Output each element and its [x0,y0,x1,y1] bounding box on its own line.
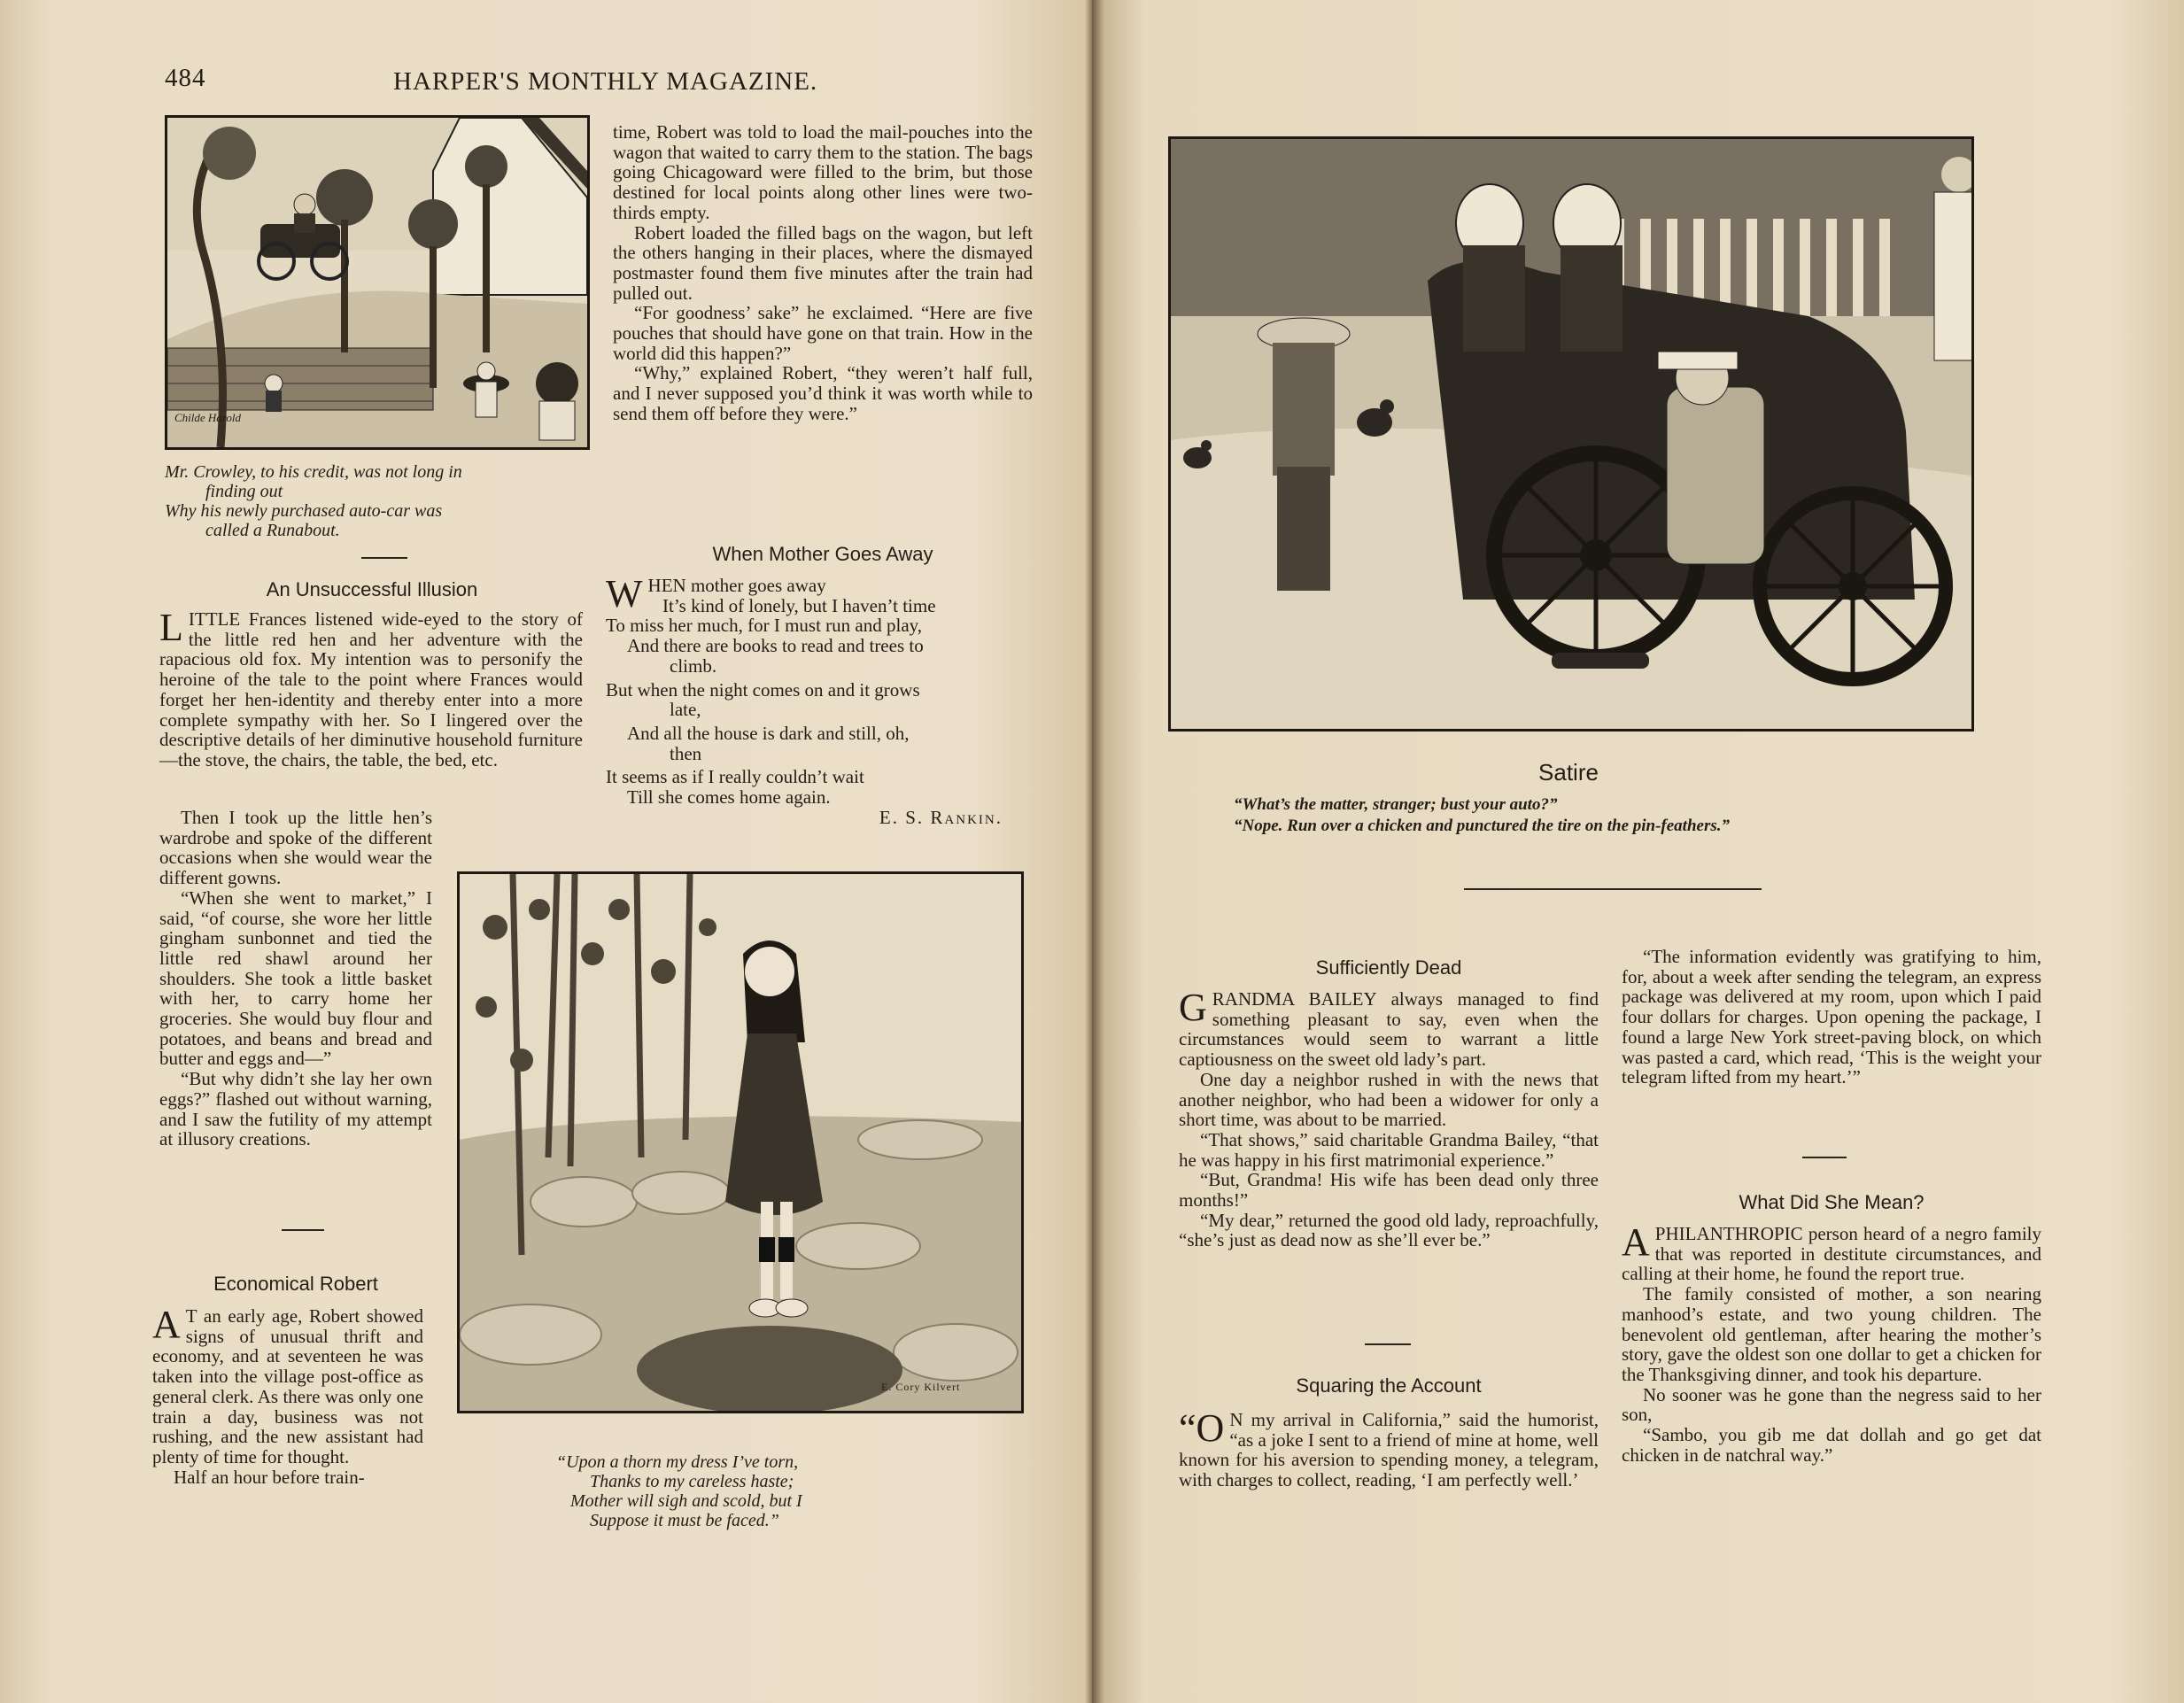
sufficiently-dead-column [1179,986,1599,1251]
section-divider [361,557,407,559]
satire-caption [1234,794,1960,837]
girl-caption [556,1452,946,1530]
paragraph: N my arrival in California,” said the humorist, “as a joke I sent to a friend of mine at home, well known for his aversion to spending money, a telegram, with charges to collect, reading, ‘I am perfectly well.’ [1179,1409,1599,1491]
paragraph: “Why,” explained Robert, “they weren’t half full, and I never supposed you’d think it was worth while to send them off before they were.” [613,362,1033,424]
paragraph: The family consisted of mother, a son nearing manhood’s estate, and two young children. The benevolent old gentleman, after hearing the mother’s story, gave the oldest son one dollar to get a chicken for the Thanksgiving dinner, and took his departure. [1622,1283,2041,1385]
paragraph: “But, Grandma! His wife has been dead only three months!” [1179,1169,1599,1211]
she-mean-column [1622,1220,2041,1466]
poem-line: HEN mother goes away [647,575,826,596]
caption-line: Mother will sigh and scold, but I [570,1491,802,1511]
section-divider [1464,888,1762,890]
caption-line: Mr. Crowley, to his credit, was not long in [165,462,462,482]
heading-sufficiently-dead: Sufficiently Dead [1315,956,1462,979]
poem-line: Till she comes home again. [627,786,831,809]
section-divider [282,1229,324,1231]
crowley-signature: Childe Harold [174,411,241,424]
dropcap: L [159,606,183,649]
dropcap: W [606,572,643,615]
paragraph: “When she went to market,” I said, “of course, she wore her little gingham sunbonnet and tied the little red shawl around her shoulders. She took a little basket with her, to carry home her groceries. She would buy flour and potatoes, and beans and bread and butter and eggs and—” [159,886,432,1070]
poem-line: then [670,742,702,764]
caption-line: called a Runabout. [205,521,340,540]
paragraph: “My dear,” returned the good old lady, reproachfully, “she’s just as dead now as she’ll ever be.” [1179,1209,1599,1251]
illusion-first-para [159,606,583,770]
crowley-illustration [165,115,590,450]
squaring-continued-column [1622,947,2041,1088]
paragraph: “But why didn’t she lay her own eggs?” flashed out without warning, and I saw the futility of my attempt at illusory creations. [159,1068,432,1150]
paragraph: No sooner was he gone than the negress said to her son, [1622,1383,2041,1426]
crowley-caption [165,462,585,540]
poem-line: It’s kind of lonely, but I haven’t time [662,594,936,616]
dropcap: A [1622,1220,1650,1264]
poem-line: climb. [670,654,717,677]
runabout-drawing [167,118,587,447]
poem-line: And there are books to read and trees to [627,635,924,657]
paragraph: time, Robert was told to load the mail-pouches into the wagon that waited to carry them to the station. The bags going Chicagoward were filled to the brim, but those destined for local points along other lines were two-thirds empty. [613,121,1033,223]
heading-illusion: An Unsuccessful Illusion [266,578,478,600]
caption-line: Thanks to my careless haste; [590,1472,794,1491]
caption-line: finding out [205,482,283,501]
robert-continued-column [613,122,1033,424]
paragraph: T an early age, Robert showed signs of unusual thrift and economy, and at seventeen he was taken into the village post-office as general clerk. As there was only one train a day, business was not rushing, and the new assistant had plenty of time for thought. [152,1305,423,1467]
dropcap: “O [1179,1406,1225,1450]
satire-illustration [1168,136,1974,732]
economical-column [152,1303,423,1488]
running-head: HARPER'S MONTHLY MAGAZINE. [393,67,818,96]
caption-line: “What’s the matter, stranger; bust your auto?” [1234,795,1558,814]
caption-line: Suppose it must be faced.” [590,1511,779,1530]
dropcap: G [1179,986,1207,1029]
dropcap: A [152,1303,181,1346]
caption-line: “Nope. Run over a chicken and punctured the tire on the pin-feathers.” [1234,817,1730,835]
poem-line: It seems as if I really couldn’t wait [606,766,864,788]
girl-drawing [460,874,1021,1411]
squaring-column [1179,1406,1599,1491]
paragraph: ITTLE Frances listened wide-eyed to the story of the little red hen and her adventure with the rapacious old fox. My intention was to personify the heroine of the tale to the point where Frances would forget her hen-identity and thereby enter into a more complete sympathy with her. So I lingered over the descriptive details of her diminutive household furniture—the stove, the chairs, the table, the bed, etc. [159,608,583,770]
caption-line: “Upon a thorn my dress I’ve torn, [556,1452,799,1472]
heading-squaring: Squaring the Account [1296,1374,1482,1397]
illusion-narrow-column [159,808,432,1150]
poem-author: E. S. Rankin. [879,806,1003,828]
paragraph: “That shows,” said charitable Grandma Bailey, “that he was happy in his first matrimonial experience.” [1179,1128,1599,1171]
paragraph: Robert loaded the filled bags on the wagon, but left the others hanging in their places, where the dismayed postmaster found them five minutes after the train had pulled out. [613,221,1033,304]
paragraph: One day a neighbor rushed in with the news that another neighbor, who had been a widower for only a short time, was about to be married. [1179,1068,1599,1131]
heading-economical: Economical Robert [213,1273,378,1295]
satire-drawing [1171,139,1971,729]
heading-she-mean: What Did She Mean? [1739,1191,1925,1213]
paragraph: Half an hour before train- [174,1466,365,1488]
section-divider [1365,1343,1411,1345]
poem-line: To miss her much, for I must run and play, [606,615,923,637]
mother-poem [606,572,1031,828]
right-page [1092,0,2184,1703]
girl-signature: E. Cory Kilvert [881,1381,961,1393]
paragraph: “The information evidently was gratifying to him, for, about a week after sending the telegram, an express package was delivered at my room, upon which I paid four dollars for charges. Upon opening the package, I found a large New York street-paving block, on which was pasted a card, which read, ‘This is the weight your telegram lifted from my heart.’” [1622,946,2041,1088]
girl-illustration [457,871,1024,1413]
paragraph: “Sambo, you gib me dat dollah and go get dat chicken in de natchral way.” [1622,1424,2041,1466]
paragraph: Then I took up the little hen’s wardrobe and spoke of the different occasions when she would wear the different gowns. [159,807,432,889]
poem-line: And all the house is dark and still, oh, [627,722,910,744]
heading-mother: When Mother Goes Away [712,543,933,565]
paragraph: RANDMA BAILEY always managed to find something pleasant to say, even when the circumstances would seem to warrant a little captiousness on the sweet old lady’s part. [1179,988,1599,1071]
caption-line: Why his newly purchased auto-car was [165,501,443,521]
satire-title: Satire [1538,759,1599,786]
section-divider [1802,1157,1847,1158]
paragraph: “For goodness’ sake” he exclaimed. “Here are five pouches that should have gone on that train. How in the world did this happen?” [613,302,1033,364]
paragraph: PHILANTHROPIC person heard of a negro family that was reported in destitute circumstances, and calling at their home, he found the report true. [1622,1223,2041,1285]
poem-line: But when the night comes on and it grows [606,678,920,701]
poem-line: late, [670,699,701,721]
page-number: 484 [165,64,206,92]
